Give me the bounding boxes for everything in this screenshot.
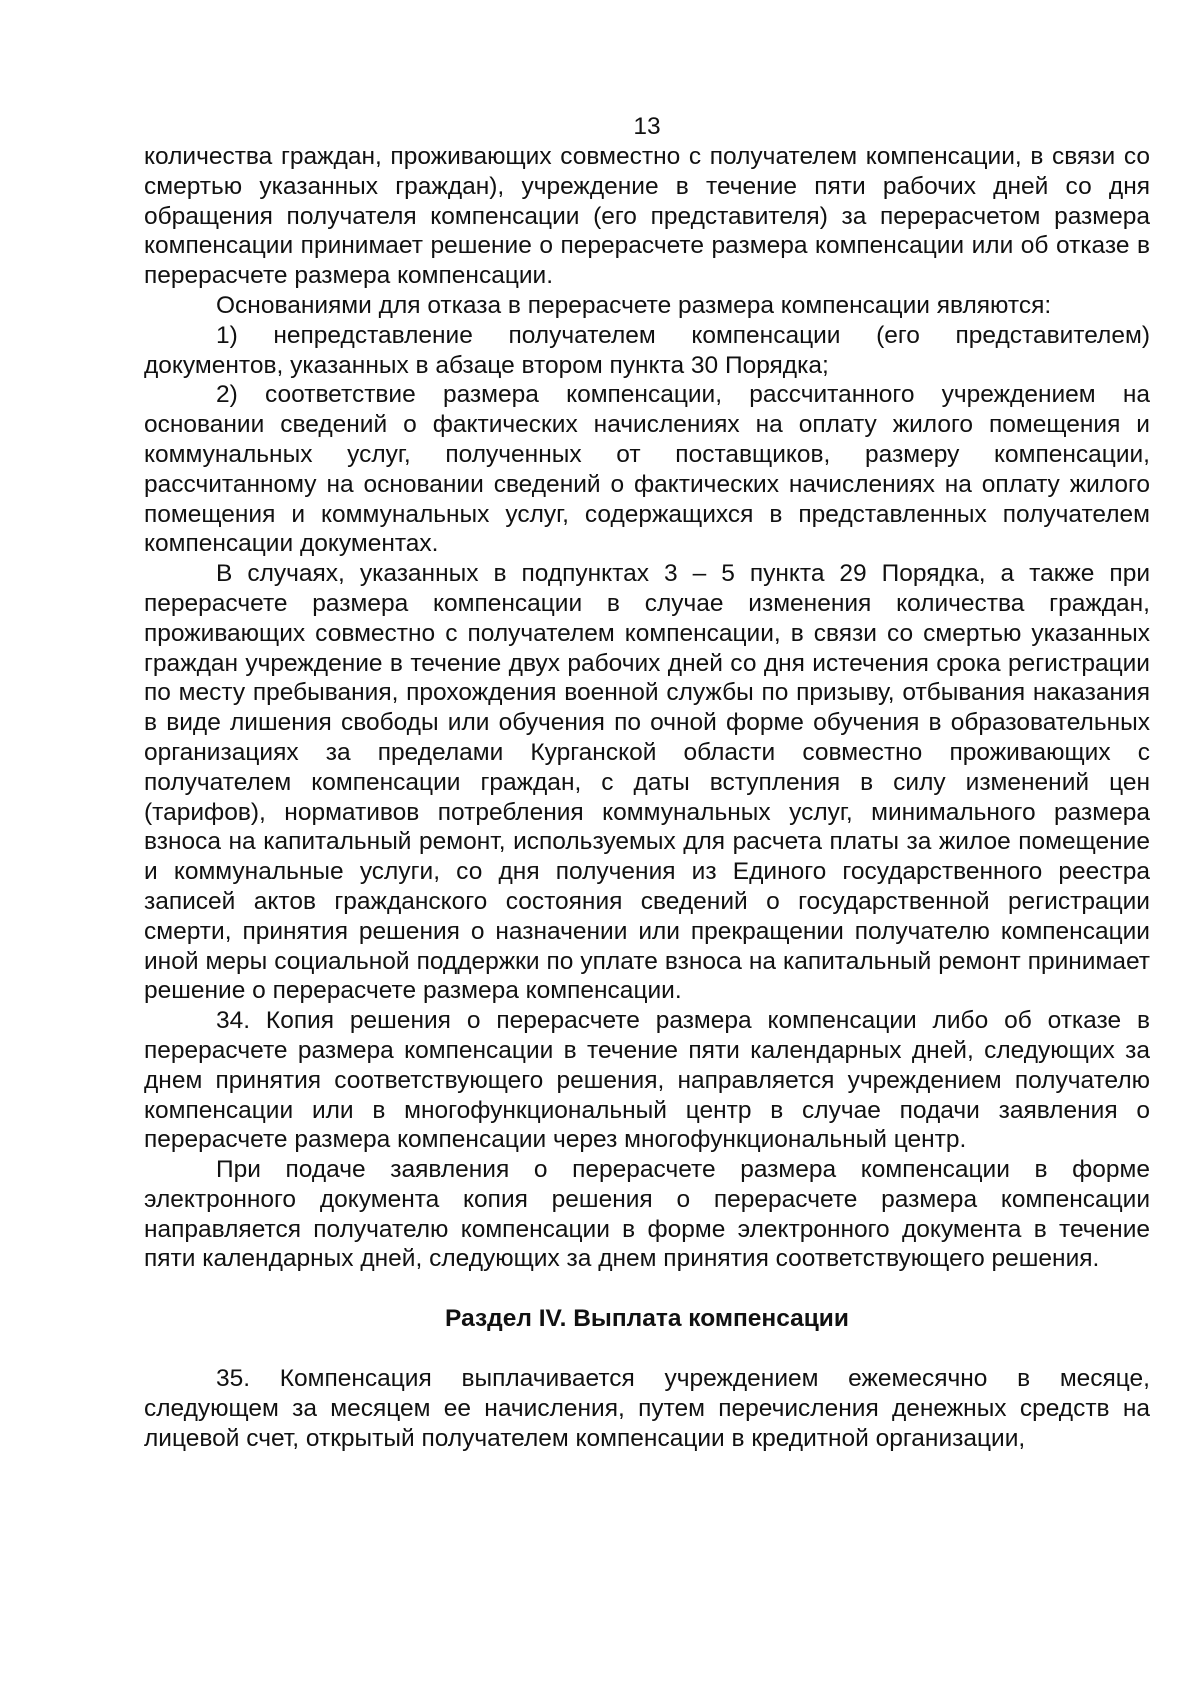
document-page — [144, 112, 1150, 1453]
paragraph: При подаче заявления о перерасчете размера компенсации в форме электронного документа копия решения о перерасчете размера компенсации направляется получателю компенсации в форме электронного документа в течение пяти календарных дней, следующих за днем принятия соответствующего решения. — [144, 1156, 1150, 1273]
section-heading: Раздел IV. Выплата компенсации — [445, 1305, 849, 1333]
paragraph: Основаниями для отказа в перерасчете размера компенсации являются: — [216, 291, 1052, 319]
paragraph: 34. Копия решения о перерасчете размера компенсации либо об отказе в перерасчете размера компенсации в течение пяти календарных дней, следующих за днем принятия соответствующего решения, направляется учреждением получателю компенсации или в многофункциональный центр в случае подачи заявления о перерасчете размера компенсации через многофункциональный центр. — [144, 1007, 1150, 1154]
paragraph: В случаях, указанных в подпунктах 3 – 5 пункта 29 Порядка, а также при перерасчете размера компенсации в случае изменения количества граждан, проживающих совместно с получателем компенсации, в связи со смертью указанных граждан учреждение в течение двух рабочих дней со дня истечения срока регистрации по месту пребывания, прохождения военной службы по призыву, отбывания наказания в виде лишения свободы или обучения по очной форме обучения в образовательных организациях за пределами Курганской области совместно проживающих с получателем компенсации граждан, с даты вступления в силу изменений цен (тарифов), нормативов потребления коммунальных услуг, минимального размера взноса на капитальный ремонт, используемых для расчета платы за жилое помещение и коммунальные услуги, со дня получения из Единого государственного реестра записей актов гражданского состояния сведений о государственной регистрации смерти, принятия решения о назначении или прекращении получателю компенсации иной меры социальной поддержки по уплате взноса на капитальный ремонт принимает решение о перерасчете размера компенсации. — [144, 560, 1150, 1005]
paragraph: 2) соответствие размера компенсации, рассчитанного учреждением на основании сведений о фактических начислениях на оплату жилого помещения и коммунальных услуг, полученных от поставщиков, размеру компенсации, рассчитанному на основании сведений о фактических начислениях на оплату жилого помещения и коммунальных услуг, содержащихся в представленных получателем компенсации документах. — [144, 381, 1150, 558]
page-number: 13 — [633, 113, 661, 140]
paragraph: количества граждан, проживающих совместно с получателем компенсации, в связи со смертью указанных граждан), учреждение в течение пяти рабочих дней со дня обращения получателя компенсации (его представителя) за перерасчетом размера компенсации принимает решение о перерасчете размера компенсации или об отказе в перерасчете размера компенсации. — [144, 143, 1150, 290]
paragraph: 1) непредставление получателем компенсации (его представителем) документов, указанных в абзаце втором пункта 30 Порядка; — [144, 321, 1150, 379]
paragraphs-after — [144, 1364, 1150, 1453]
paragraph: 35. Компенсация выплачивается учреждением ежемесячно в месяце, следующем за месяцем ее начисления, путем перечисления денежных средств на лицевой счет, открытый получателем компенсации в кредитной организации, — [144, 1365, 1150, 1452]
paragraphs-before — [144, 142, 1150, 1274]
